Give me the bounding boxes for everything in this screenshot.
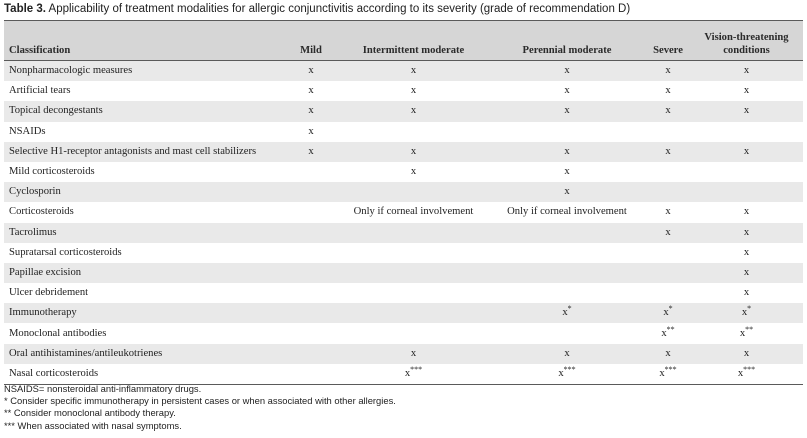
column-header-label: Mild bbox=[300, 45, 322, 56]
table-cell: x** bbox=[646, 323, 690, 343]
table-row bbox=[4, 162, 803, 182]
table-cell: x bbox=[690, 263, 803, 283]
table-cell: x bbox=[283, 81, 339, 101]
table-cell: x bbox=[690, 81, 803, 101]
column-header bbox=[690, 21, 803, 61]
table-cell: x bbox=[646, 61, 690, 82]
row-label: Selective H1-receptor antagonists and mast cell stabilizers bbox=[4, 142, 283, 162]
row-label: Nasal corticosteroids bbox=[4, 364, 283, 385]
table-cell: x bbox=[488, 182, 646, 202]
row-label: NSAIDs bbox=[4, 122, 283, 142]
table-cell: x bbox=[690, 283, 803, 303]
column-header-label: conditions bbox=[723, 45, 770, 56]
table-cell bbox=[283, 323, 339, 343]
row-label: Immunotherapy bbox=[4, 303, 283, 323]
table-cell: x bbox=[646, 81, 690, 101]
table-cell bbox=[283, 223, 339, 243]
table-cell bbox=[283, 243, 339, 263]
table-cell bbox=[339, 223, 488, 243]
column-header-label: Classification bbox=[9, 45, 71, 56]
table-cell: x bbox=[488, 81, 646, 101]
table-row bbox=[4, 223, 803, 243]
table-cell: x*** bbox=[339, 364, 488, 385]
row-label: Papillae excision bbox=[4, 263, 283, 283]
table-cell bbox=[488, 323, 646, 343]
table-caption-text: Applicability of treatment modalities for allergic conjunctivitis according to its severity (grade of recommendation D) bbox=[45, 3, 631, 15]
table-cell bbox=[339, 182, 488, 202]
table-cell bbox=[488, 122, 646, 142]
table-cell: x bbox=[283, 61, 339, 82]
table-cell bbox=[339, 303, 488, 323]
table-cell bbox=[646, 283, 690, 303]
table-cell: Only if corneal involvement bbox=[488, 202, 646, 222]
table-row bbox=[4, 182, 803, 202]
row-label: Monoclonal antibodies bbox=[4, 323, 283, 343]
footnote: *** When associated with nasal symptoms. bbox=[4, 419, 182, 431]
table-cell bbox=[283, 303, 339, 323]
table-cell: x bbox=[646, 202, 690, 222]
table-row bbox=[4, 122, 803, 142]
table-cell bbox=[690, 122, 803, 142]
table-cell: x* bbox=[646, 303, 690, 323]
table-row bbox=[4, 263, 803, 283]
row-label: Cyclosporin bbox=[4, 182, 283, 202]
row-label: Mild corticosteroids bbox=[4, 162, 283, 182]
column-header bbox=[488, 21, 646, 61]
treatment-table bbox=[4, 21, 803, 385]
table-row bbox=[4, 344, 803, 364]
table-cell: x bbox=[339, 142, 488, 162]
table-row bbox=[4, 101, 803, 121]
table-cell: x bbox=[690, 344, 803, 364]
table-cell bbox=[646, 243, 690, 263]
table-cell: x bbox=[283, 122, 339, 142]
table-cell: x bbox=[283, 101, 339, 121]
table-row bbox=[4, 61, 803, 82]
table-cell bbox=[339, 263, 488, 283]
column-header-line: Vision-threatening bbox=[704, 32, 789, 43]
table-cell: x bbox=[488, 344, 646, 364]
table-cell: x bbox=[690, 61, 803, 82]
table-cell: x bbox=[690, 223, 803, 243]
table-cell: x bbox=[488, 101, 646, 121]
table-cell: x bbox=[690, 202, 803, 222]
table-cell bbox=[646, 122, 690, 142]
table-cell: x*** bbox=[646, 364, 690, 385]
table-cell: x bbox=[488, 162, 646, 182]
table-cell: x bbox=[690, 243, 803, 263]
table-cell: x bbox=[488, 142, 646, 162]
table-cell: x bbox=[646, 344, 690, 364]
column-header-label: Perennial moderate bbox=[522, 45, 612, 56]
column-header bbox=[646, 21, 690, 61]
table-cell: x bbox=[488, 61, 646, 82]
table-cell: x bbox=[283, 142, 339, 162]
row-label: Supratarsal corticosteroids bbox=[4, 243, 283, 263]
table-cell: x bbox=[339, 162, 488, 182]
table-cell bbox=[283, 162, 339, 182]
table-cell bbox=[339, 122, 488, 142]
row-label: Nonpharmacologic measures bbox=[4, 61, 283, 82]
table-cell: x bbox=[646, 101, 690, 121]
table-cell bbox=[646, 182, 690, 202]
table-cell bbox=[339, 283, 488, 303]
table-row bbox=[4, 202, 803, 222]
table-cell bbox=[690, 162, 803, 182]
table-cell bbox=[283, 263, 339, 283]
table-cell bbox=[283, 283, 339, 303]
table-cell: x bbox=[690, 101, 803, 121]
row-label: Oral antihistamines/antileukotrienes bbox=[4, 344, 283, 364]
table-cell: x bbox=[339, 344, 488, 364]
table-cell: x bbox=[339, 61, 488, 82]
table-row bbox=[4, 283, 803, 303]
table-row bbox=[4, 81, 803, 101]
table-cell bbox=[283, 202, 339, 222]
table-footnotes bbox=[4, 383, 804, 432]
table-cell: x** bbox=[690, 323, 803, 343]
table-header-row bbox=[4, 21, 803, 61]
table-cell bbox=[488, 263, 646, 283]
table-cell bbox=[488, 223, 646, 243]
table-cell bbox=[488, 283, 646, 303]
table-row bbox=[4, 243, 803, 263]
table-caption bbox=[4, 3, 804, 15]
row-label: Ulcer debridement bbox=[4, 283, 283, 303]
column-header-label: Intermittent moderate bbox=[362, 45, 465, 56]
table-cell: x bbox=[646, 223, 690, 243]
table-cell: x bbox=[339, 101, 488, 121]
table-cell bbox=[646, 162, 690, 182]
table-row bbox=[4, 142, 803, 162]
column-header bbox=[283, 21, 339, 61]
table-cell: Only if corneal involvement bbox=[339, 202, 488, 222]
footnote: NSAIDS= nonsteroidal anti-inflammatory drugs. bbox=[4, 383, 202, 394]
table-cell: x*** bbox=[488, 364, 646, 385]
table-cell: x* bbox=[690, 303, 803, 323]
row-label: Corticosteroids bbox=[4, 202, 283, 222]
row-label: Tacrolimus bbox=[4, 223, 283, 243]
table-cell: x bbox=[339, 81, 488, 101]
table-cell bbox=[339, 243, 488, 263]
column-header bbox=[339, 21, 488, 61]
table-row bbox=[4, 364, 803, 385]
row-label: Topical decongestants bbox=[4, 101, 283, 121]
table-body bbox=[4, 61, 803, 385]
table-cell bbox=[283, 344, 339, 364]
table-cell bbox=[646, 263, 690, 283]
table-cell bbox=[488, 243, 646, 263]
footnote: ** Consider monoclonal antibody therapy. bbox=[4, 407, 176, 419]
row-label: Artificial tears bbox=[4, 81, 283, 101]
column-header bbox=[4, 21, 283, 61]
table-cell: x bbox=[646, 142, 690, 162]
table-cell: x*** bbox=[690, 364, 803, 385]
table-cell bbox=[339, 323, 488, 343]
table-cell: x* bbox=[488, 303, 646, 323]
table-cell: x bbox=[690, 142, 803, 162]
table-cell bbox=[690, 182, 803, 202]
column-header-label: Severe bbox=[653, 45, 683, 56]
table-cell bbox=[283, 182, 339, 202]
table-row bbox=[4, 303, 803, 323]
table-caption-label: Table 3. bbox=[4, 3, 46, 15]
table-row bbox=[4, 323, 803, 343]
footnote: * Consider specific immunotherapy in persistent cases or when associated with other allergies. bbox=[4, 395, 396, 407]
table-cell bbox=[283, 364, 339, 385]
